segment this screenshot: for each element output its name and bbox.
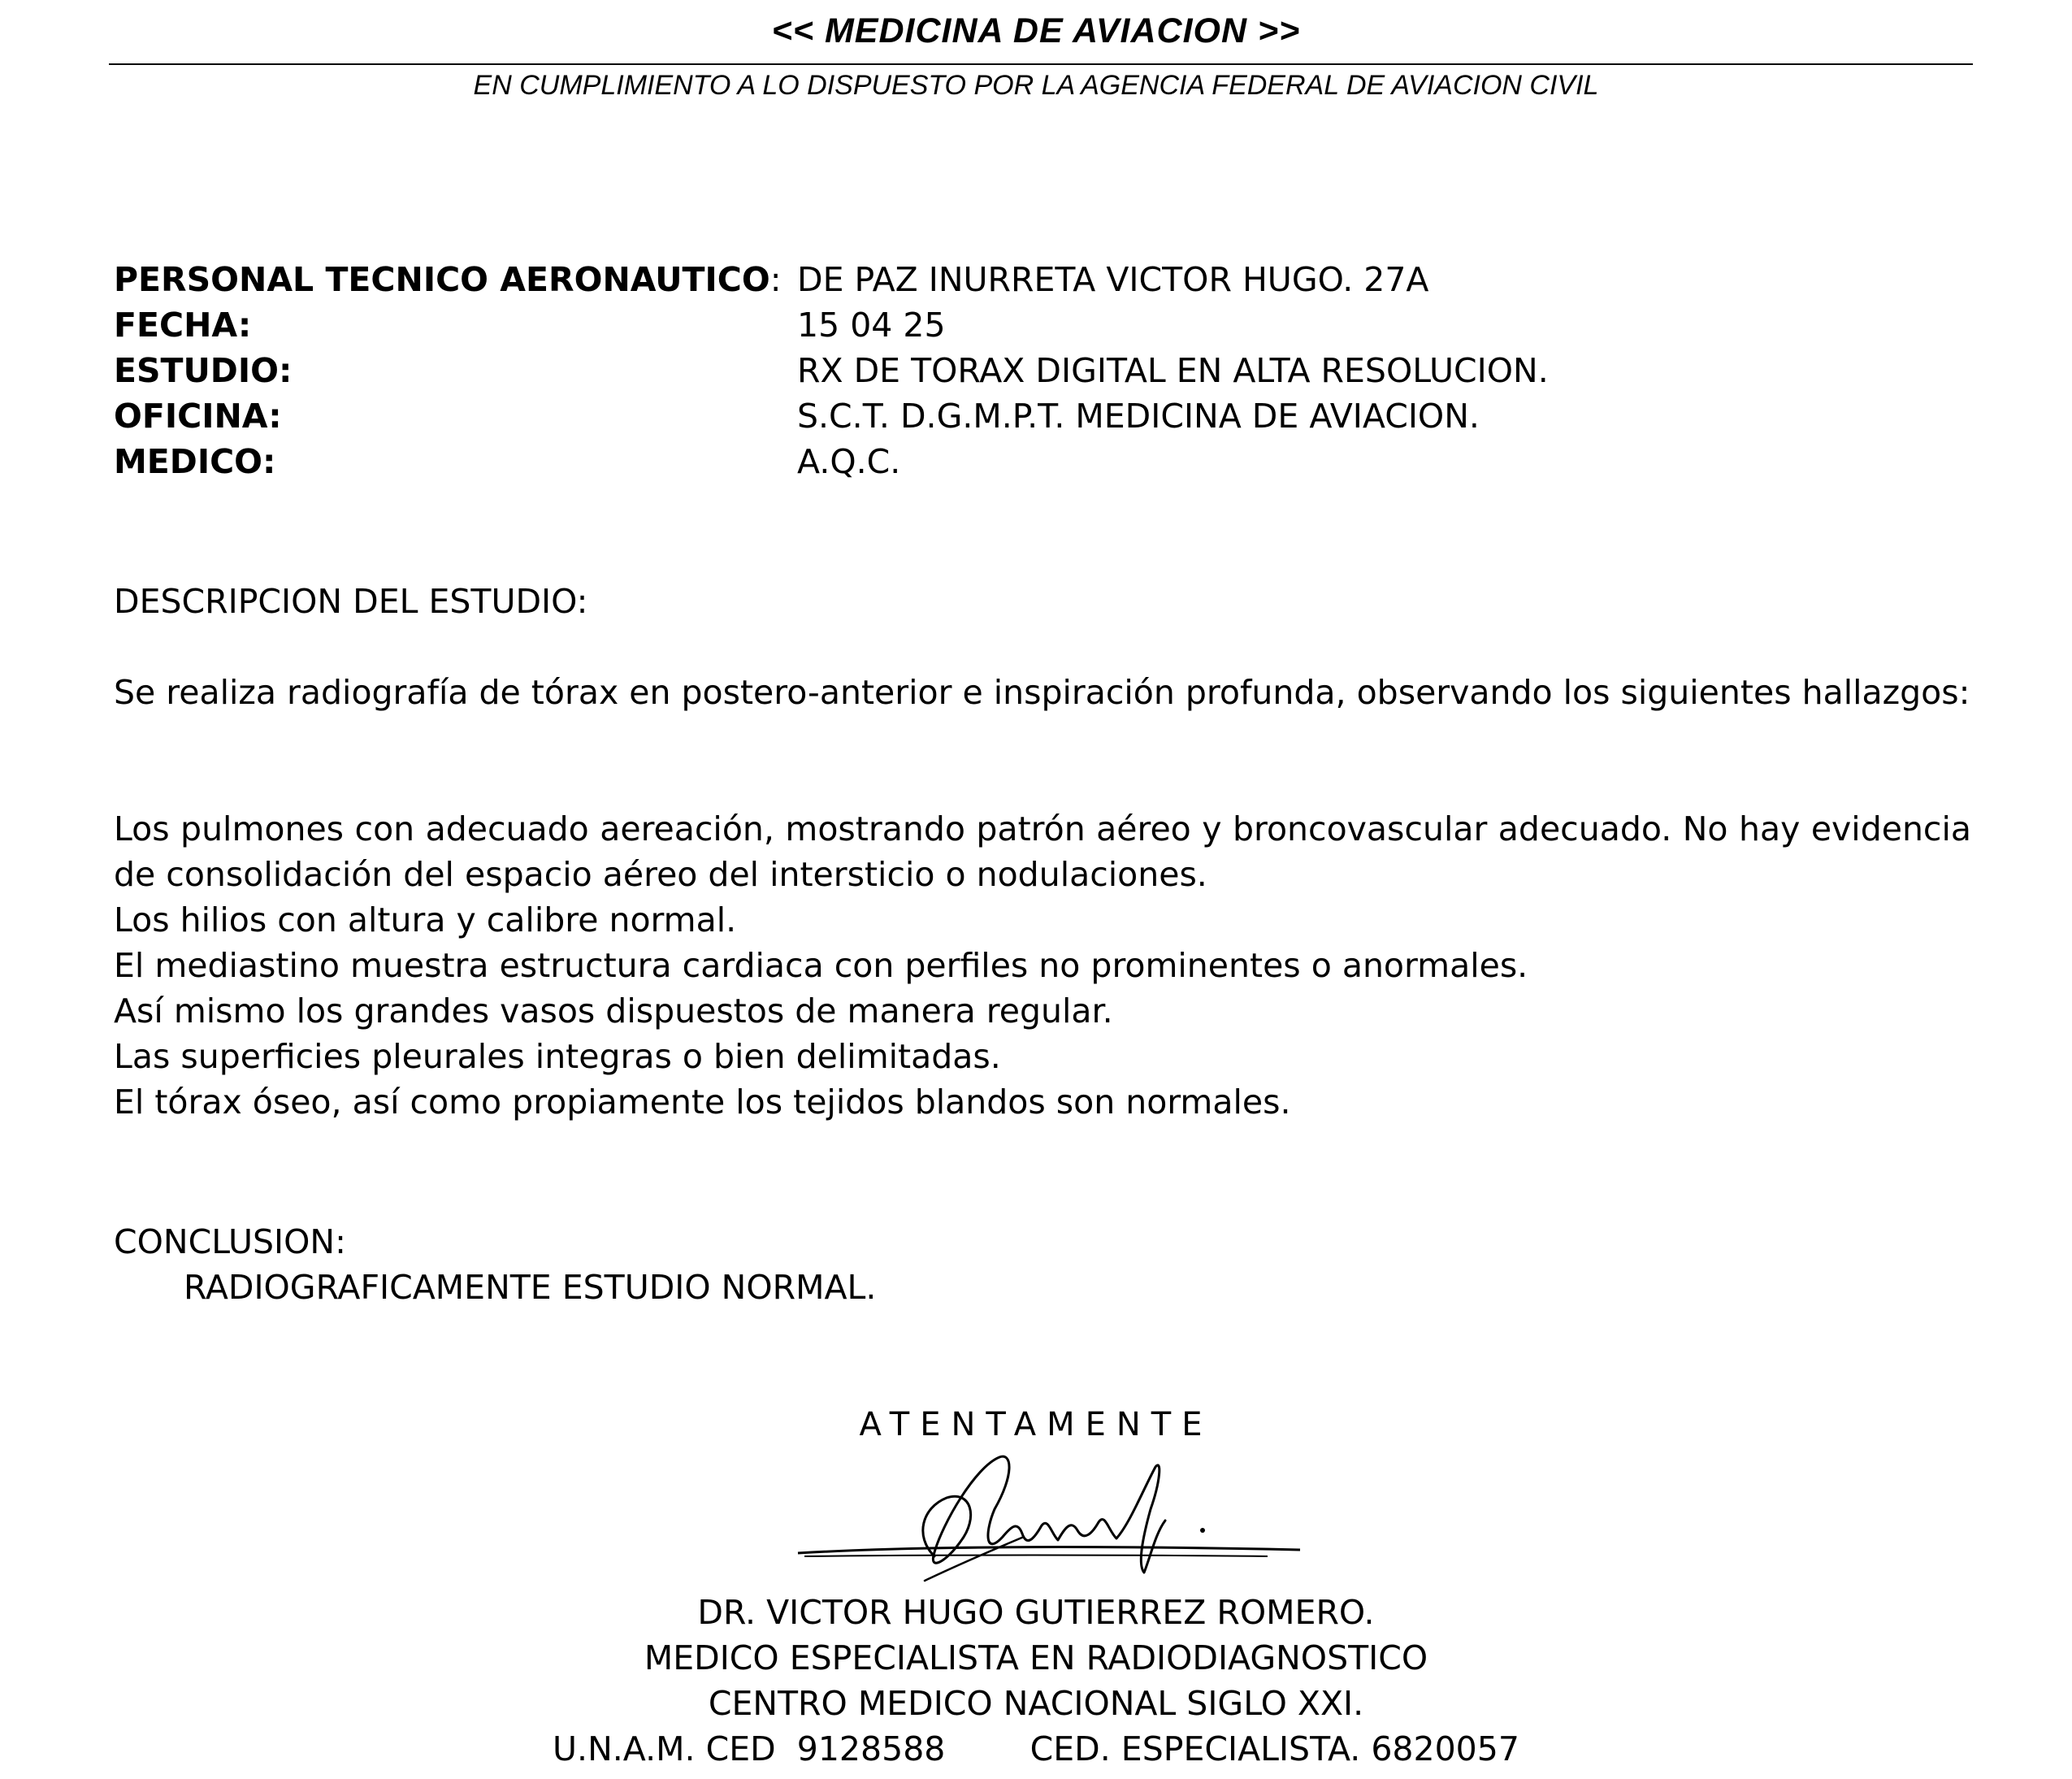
field-fecha-label: FECHA: — [114, 306, 252, 345]
header-divider — [109, 63, 1973, 65]
findings-paragraph: Los pulmones con adecuado aereación, mostrando patrón aéreo y broncovascular adecuado. No hay evidencia de consolidación del espacio aéreo del intersticio o nodulaciones. — [114, 809, 1971, 894]
handwritten-signature — [780, 1443, 1333, 1605]
field-personal-label: PERSONAL TECNICO AERONAUTICO: — [114, 260, 782, 299]
findings-block — [114, 806, 1971, 1125]
field-medico-label: MEDICO: — [114, 442, 276, 481]
finding-line: Las superficies pleurales integras o bien delimitadas. — [114, 1037, 1001, 1076]
signatory-name: DR. VICTOR HUGO GUTIERREZ ROMERO. — [697, 1593, 1375, 1632]
field-personal-value: DE PAZ INURRETA VICTOR HUGO. 27A — [797, 260, 1429, 299]
document-subtitle: EN CUMPLIMIENTO A LO DISPUESTO POR LA AGENCIA FEDERAL DE AVIACION CIVIL — [473, 70, 1599, 101]
conclusion-text: RADIOGRAFICAMENTE ESTUDIO NORMAL. — [184, 1268, 877, 1307]
description-heading: DESCRIPCION DEL ESTUDIO: — [114, 582, 588, 621]
conclusion-heading: CONCLUSION: — [114, 1222, 346, 1261]
signatory-credentials: U.N.A.M. CED 9128588 CED. ESPECIALISTA. 6820057 — [553, 1729, 1519, 1768]
field-fecha-value: 15 04 25 — [797, 306, 946, 345]
signatory-title: MEDICO ESPECIALISTA EN RADIODIAGNOSTICO — [644, 1638, 1428, 1677]
finding-line: Así mismo los grandes vasos dispuestos de manera regular. — [114, 991, 1113, 1031]
field-oficina-value: S.C.T. D.G.M.P.T. MEDICINA DE AVIACION. — [797, 397, 1480, 436]
field-medico-value: A.Q.C. — [797, 442, 901, 481]
closing-salutation: ATENTAMENTE — [859, 1406, 1213, 1443]
field-oficina-label: OFICINA: — [114, 397, 282, 436]
signatory-block — [0, 1590, 2072, 1772]
finding-line: El tórax óseo, así como propiamente los tejidos blandos son normales. — [114, 1083, 1291, 1122]
finding-line: Los hilios con altura y calibre normal. — [114, 900, 737, 939]
description-intro: Se realiza radiografía de tórax en postero-anterior e inspiración profunda, observando los siguientes hallazgos: — [114, 673, 1970, 712]
field-estudio-value: RX DE TORAX DIGITAL EN ALTA RESOLUCION. — [797, 351, 1549, 390]
field-estudio-label: ESTUDIO: — [114, 351, 293, 390]
finding-line: El mediastino muestra estructura cardiaca con perfiles no prominentes o anormales. — [114, 946, 1528, 985]
signatory-institution: CENTRO MEDICO NACIONAL SIGLO XXI. — [708, 1684, 1364, 1723]
document-title: << MEDICINA DE AVIACION >> — [771, 11, 1301, 50]
